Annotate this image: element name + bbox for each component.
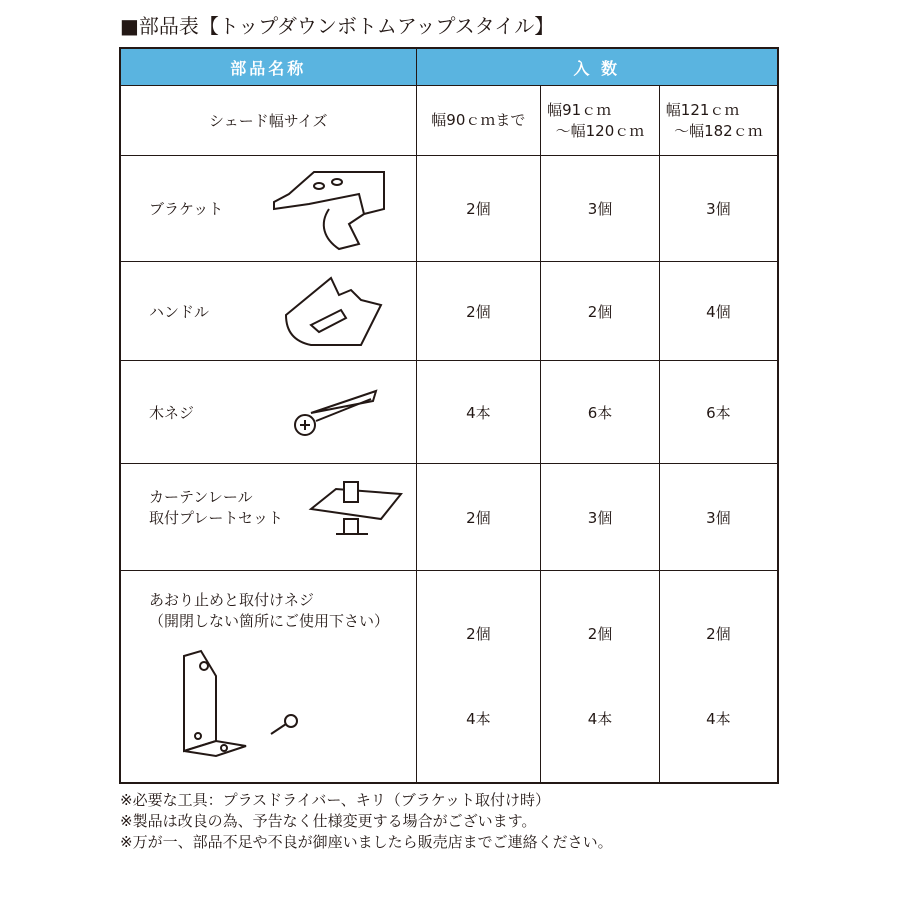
qty-screws: 4本	[587, 710, 613, 729]
qty: 2個	[416, 262, 541, 361]
table-row	[120, 464, 778, 571]
size-col2-from: 幅91ｃｍ	[547, 100, 612, 119]
table-row	[120, 86, 778, 156]
qty: 4本	[416, 361, 541, 464]
qty: 3個	[659, 464, 778, 571]
qty: 6本	[541, 361, 660, 464]
size-col1: 幅90ｃｍまで	[416, 86, 541, 156]
part-name: 木ネジ	[149, 403, 195, 422]
qty-screws: 4本	[706, 710, 731, 729]
qty: 2個	[416, 156, 541, 262]
qty: 4個	[659, 262, 778, 361]
qty: 3個	[541, 156, 660, 262]
handle-icon	[281, 270, 391, 355]
qty: 3個	[541, 464, 660, 571]
part-name: ハンドル	[149, 302, 210, 321]
note: ※必要な工具：プラスドライバー、キリ（ブラケット取付け時）	[120, 791, 551, 809]
qty-cell	[416, 571, 541, 783]
size-col3	[659, 86, 778, 156]
size-label: シェード幅サイズ	[120, 86, 416, 156]
qty: 6本	[659, 361, 778, 464]
part-name-line2: 取付プレートセット	[149, 509, 283, 527]
part-name: カーテンレール	[149, 488, 253, 506]
note: ※製品は改良の為、予告なく仕様変更する場合がございます。	[120, 812, 537, 830]
qty: 2個	[706, 625, 731, 644]
size-col2	[541, 86, 660, 156]
part-name: あおり止めと取付けネジ	[149, 591, 315, 609]
part-name: ブラケット	[149, 200, 224, 218]
size-col3-to: ～幅182ｃｍ	[674, 121, 763, 140]
parts-table	[119, 47, 779, 784]
qty: 2個	[416, 464, 541, 571]
size-col3-from: 幅121ｃｍ	[665, 100, 740, 119]
table-row	[120, 361, 778, 464]
qty: 2個	[587, 625, 613, 644]
qty: 2個	[541, 262, 660, 361]
header-quantity: 入 数	[416, 48, 778, 86]
qty-cell	[659, 571, 778, 783]
qty: 3個	[659, 156, 778, 262]
size-col2-to: ～幅120ｃｍ	[555, 121, 645, 140]
qty-screws: 4本	[466, 710, 491, 729]
bracket-icon	[269, 164, 394, 256]
anti-flap-bracket-icon	[176, 646, 306, 761]
note: ※万が一、部品不足や不良が御座いましたら販売店までご連絡ください。	[120, 833, 613, 851]
qty: 2個	[466, 625, 491, 644]
part-name-line2: （開閉しない箇所にご使用下さい）	[149, 612, 390, 630]
rail-plate-icon	[306, 474, 406, 549]
page-title: ■部品表【トップダウンボトムアップスタイル】	[120, 14, 555, 38]
table-row	[120, 571, 778, 783]
table-row	[120, 262, 778, 361]
table-row	[120, 156, 778, 262]
header-part-name: 部品名称	[120, 48, 416, 86]
wood-screw-icon	[291, 383, 381, 443]
notes	[120, 790, 613, 853]
qty-cell	[541, 571, 660, 783]
